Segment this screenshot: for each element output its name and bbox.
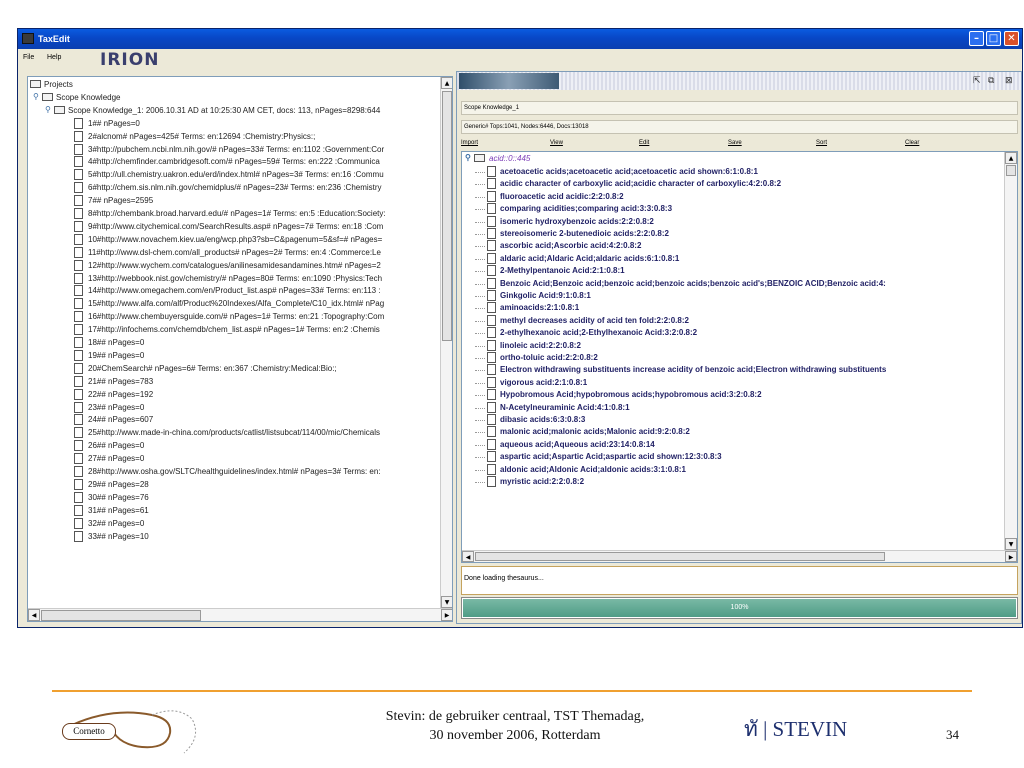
concept-item[interactable] bbox=[462, 265, 1004, 278]
document-icon bbox=[487, 439, 496, 450]
window-title: TaxEdit bbox=[38, 34, 70, 44]
concept-label: ortho-toluic acid:2:2:0.8:2 bbox=[500, 353, 598, 362]
concept-item[interactable] bbox=[462, 315, 1004, 328]
document-icon bbox=[487, 315, 496, 326]
tree-document-item[interactable] bbox=[28, 131, 440, 143]
document-icon bbox=[74, 453, 83, 464]
tree-item-label: 14#http://www.omegachem.com/en/Product_list.asp# nPages=33# Terms: en:113 : bbox=[88, 286, 381, 296]
tree-item-label: Scope Knowledge bbox=[56, 92, 121, 102]
document-icon bbox=[74, 208, 83, 219]
concept-label: myristic acid:2:2:0.8:2 bbox=[500, 477, 585, 486]
tree-document-item[interactable] bbox=[28, 169, 440, 181]
concept-item[interactable] bbox=[462, 216, 1004, 229]
concept-item[interactable] bbox=[462, 278, 1004, 291]
concept-label: linoleic acid:2:2:0.8:2 bbox=[500, 340, 581, 350]
document-icon bbox=[74, 389, 83, 400]
tree-item-label: 30## nPages=76 bbox=[88, 492, 149, 502]
document-icon bbox=[74, 195, 83, 206]
concept-label: Benzoic Acid;Benzoic acid;benzoic acid;benzoic acids;benzoic acid's;BENZOIC ACID;Benzoic acid:4: bbox=[500, 278, 886, 288]
stevin-logo: ทั | STEVIN bbox=[744, 717, 848, 741]
menu-bar bbox=[18, 49, 1022, 68]
tree-project-scope-knowledge-1[interactable] bbox=[28, 105, 440, 117]
document-icon bbox=[487, 178, 496, 189]
tree-item-label: 24## nPages=607 bbox=[88, 415, 154, 425]
scroll-thumb[interactable] bbox=[1006, 165, 1016, 176]
document-icon bbox=[74, 285, 83, 296]
concept-label: vigorous acid:2:1:0.8:1 bbox=[500, 377, 588, 387]
tree-document-item[interactable] bbox=[28, 363, 440, 375]
view-button[interactable]: View bbox=[550, 140, 563, 146]
tree-document-item[interactable] bbox=[28, 195, 440, 207]
footer-divider bbox=[52, 690, 972, 692]
tree-document-item[interactable] bbox=[28, 311, 440, 323]
document-icon bbox=[74, 531, 83, 542]
document-icon bbox=[74, 376, 83, 387]
document-icon bbox=[487, 166, 496, 177]
document-icon bbox=[74, 311, 83, 322]
concept-label: dibasic acids:6:3:0.8:3 bbox=[500, 415, 586, 424]
tree-document-item[interactable] bbox=[28, 247, 440, 259]
tree-document-item[interactable] bbox=[28, 285, 440, 297]
tree-horizontal-scrollbar[interactable] bbox=[28, 608, 453, 622]
document-icon bbox=[74, 350, 83, 361]
concept-item[interactable] bbox=[462, 451, 1004, 464]
scroll-left-icon[interactable]: ◀ bbox=[462, 551, 474, 562]
concept-label: Ginkgolic Acid:9:1:0.8:1 bbox=[500, 291, 591, 300]
tree-document-item[interactable] bbox=[28, 479, 440, 491]
tree-document-item[interactable] bbox=[28, 389, 440, 401]
concept-label: methyl decreases acidity of acid ten fold:2:2:0.8:2 bbox=[500, 315, 689, 325]
concept-vertical-scrollbar[interactable] bbox=[1004, 152, 1017, 550]
document-icon bbox=[487, 451, 496, 462]
document-icon bbox=[74, 324, 83, 335]
tree-item-label: 23## nPages=0 bbox=[88, 402, 145, 412]
cornetto-label: Cornetto bbox=[62, 723, 116, 740]
folder-icon bbox=[30, 80, 41, 88]
taxedit-window bbox=[17, 28, 1023, 628]
concept-item[interactable] bbox=[462, 228, 1004, 241]
edit-button[interactable]: Edit bbox=[639, 140, 650, 146]
document-icon bbox=[74, 131, 83, 142]
tree-item-label: 7## nPages=2595 bbox=[88, 196, 154, 206]
minimize-button[interactable]: – bbox=[969, 31, 984, 46]
document-icon bbox=[74, 466, 83, 477]
concept-item[interactable] bbox=[462, 191, 1004, 204]
document-icon bbox=[487, 265, 496, 276]
footer-text bbox=[330, 707, 700, 745]
document-icon bbox=[74, 492, 83, 503]
tree-document-item[interactable] bbox=[28, 337, 440, 349]
document-icon bbox=[74, 260, 83, 271]
document-icon bbox=[74, 169, 83, 180]
thesaurus-panel bbox=[456, 71, 1022, 624]
document-icon bbox=[487, 302, 496, 313]
document-icon bbox=[74, 440, 83, 451]
concept-label: ascorbic acid;Ascorbic acid:4:2:0.8:2 bbox=[500, 241, 642, 251]
tree-item-label: 4#http://chemfinder.cambridgesoft.com/# nPages=59# Terms: en:222 :Communica bbox=[88, 157, 380, 167]
document-icon bbox=[487, 352, 496, 363]
concept-item[interactable] bbox=[462, 203, 1004, 216]
document-icon bbox=[74, 118, 83, 129]
concept-label: acidic character of carboxylic acid;acidic character of carboxylic:4:2:0.8:2 bbox=[500, 179, 782, 189]
document-icon bbox=[487, 377, 496, 388]
folder-icon bbox=[42, 93, 53, 101]
concept-label: Hypobromous Acid;hypobromous acids;hypobromous acid:3:2:0.8:2 bbox=[500, 390, 762, 400]
status-message: Done loading thesaurus... bbox=[461, 566, 1018, 595]
scroll-thumb[interactable] bbox=[475, 552, 885, 561]
tree-document-item[interactable] bbox=[28, 324, 440, 336]
concept-item[interactable] bbox=[462, 253, 1004, 266]
concept-item[interactable] bbox=[462, 377, 1004, 390]
tree-item-label: 20#ChemSearch# nPages=6# Terms: en:367 :Chemistry:Medical:Bio:; bbox=[88, 363, 337, 373]
progress-bar bbox=[461, 597, 1018, 619]
tree-item-label: 28#http://www.osha.gov/SLTC/healthguidelines/index.html# nPages=3# Terms: en: bbox=[88, 467, 381, 476]
page-number: 34 bbox=[946, 727, 959, 742]
thesaurus-name: Scope Knowledge_1 bbox=[461, 101, 1018, 115]
concept-item[interactable] bbox=[462, 166, 1004, 179]
scroll-up-icon[interactable]: ▲ bbox=[441, 77, 453, 89]
tree-document-item[interactable] bbox=[28, 156, 440, 168]
concept-horizontal-scrollbar[interactable] bbox=[462, 550, 1017, 562]
concept-item[interactable] bbox=[462, 290, 1004, 303]
document-icon bbox=[74, 221, 83, 232]
concept-item[interactable] bbox=[462, 178, 1004, 191]
close-panel-icon[interactable]: ⊠ bbox=[1005, 76, 1013, 86]
concept-item[interactable] bbox=[462, 464, 1004, 477]
concept-label: aldaric acid;Aldaric Acid;aldaric acids:6:1:0.8:1 bbox=[500, 253, 680, 263]
title-bar[interactable] bbox=[18, 29, 1022, 49]
document-icon bbox=[487, 402, 496, 413]
concept-item[interactable] bbox=[462, 364, 1004, 377]
expand-toggle-icon[interactable]: ⚲ bbox=[45, 104, 51, 114]
concept-label: aminoacids:2:1:0.8:1 bbox=[500, 303, 580, 313]
progress-label: 100% bbox=[730, 604, 749, 611]
document-icon bbox=[487, 216, 496, 227]
scroll-left-icon[interactable]: ◀ bbox=[28, 609, 40, 621]
tree-document-item[interactable] bbox=[28, 144, 440, 156]
document-icon bbox=[74, 234, 83, 245]
project-tree-panel bbox=[27, 76, 453, 622]
concept-label: aldonic acid;Aldonic Acid;aldonic acids:3:1:0.8:1 bbox=[500, 464, 686, 474]
project-tree[interactable] bbox=[28, 77, 440, 607]
tree-item-label: 25#http://www.made-in-china.com/products/catlist/listsubcat/114/00/mic/Chemicals bbox=[88, 428, 380, 438]
footer-line-1: Stevin: de gebruiker centraal, TST Themadag, bbox=[385, 709, 645, 724]
scroll-down-icon[interactable]: ▼ bbox=[1005, 538, 1017, 550]
panel-header bbox=[457, 72, 1021, 90]
concept-label: 2-Methylpentanoic Acid:2:1:0.8:1 bbox=[500, 266, 625, 276]
document-icon bbox=[74, 414, 83, 425]
tree-document-item[interactable] bbox=[28, 273, 440, 285]
tree-item-label: 18## nPages=0 bbox=[88, 338, 145, 347]
tree-item-label: 33## nPages=10 bbox=[88, 531, 149, 541]
tree-item-label: 31## nPages=61 bbox=[88, 505, 149, 515]
concept-label: Electron withdrawing substituents increase acidity of benzoic acid;Electron withdrawing substituents bbox=[500, 365, 887, 375]
tree-document-item[interactable] bbox=[28, 350, 440, 362]
concept-item[interactable] bbox=[462, 389, 1004, 402]
scroll-right-icon[interactable]: ▶ bbox=[1005, 551, 1017, 562]
concept-label: malonic acid;malonic acids;Malonic acid:9:2:0.8:2 bbox=[500, 427, 690, 437]
folder-icon bbox=[54, 106, 65, 114]
folder-icon bbox=[474, 154, 485, 162]
tree-document-item[interactable] bbox=[28, 260, 440, 272]
document-icon bbox=[74, 402, 83, 413]
concept-item[interactable] bbox=[462, 327, 1004, 340]
tree-document-item[interactable] bbox=[28, 234, 440, 246]
close-button[interactable]: ✕ bbox=[1004, 31, 1019, 46]
concept-tree-panel bbox=[461, 151, 1018, 563]
tree-document-item[interactable] bbox=[28, 531, 440, 543]
concept-item[interactable] bbox=[462, 426, 1004, 439]
tree-document-item[interactable] bbox=[28, 466, 440, 478]
document-icon bbox=[487, 203, 496, 214]
tree-item-label: 22## nPages=192 bbox=[88, 389, 154, 399]
concept-item[interactable] bbox=[462, 414, 1004, 427]
tree-item-label: 11#http://www.dsl-chem.com/all_products# nPages=2# Terms: en:4 :Commerce:Le bbox=[88, 247, 381, 257]
concept-label: acetoacetic acids;acetoacetic acid;acetoacetic acid shown:6:1:0.8:1 bbox=[500, 167, 758, 176]
document-icon bbox=[74, 518, 83, 529]
tree-group-scope-knowledge[interactable] bbox=[28, 92, 440, 104]
maximize-button[interactable]: □ bbox=[986, 31, 1001, 46]
concept-item[interactable] bbox=[462, 352, 1004, 365]
tree-document-item[interactable] bbox=[28, 505, 440, 517]
tree-document-item[interactable] bbox=[28, 376, 440, 388]
document-icon bbox=[74, 363, 83, 374]
sort-button[interactable]: Sort bbox=[816, 140, 828, 146]
document-icon bbox=[74, 273, 83, 284]
scroll-down-icon[interactable]: ▼ bbox=[441, 596, 453, 608]
tree-item-label: 19## nPages=0 bbox=[88, 350, 145, 360]
tree-item-label: 2#alcnom# nPages=425# Terms: en:12694 :Chemistry:Physics:; bbox=[88, 131, 316, 141]
concept-label: aspartic acid;Aspartic Acid;aspartic acid shown:12:3:0.8:3 bbox=[500, 452, 722, 462]
clear-button[interactable]: Clear bbox=[905, 140, 920, 146]
tree-item-label: 29## nPages=28 bbox=[88, 479, 149, 489]
document-icon bbox=[487, 340, 496, 351]
thesaurus-stats: Generic# Tops:1041, Nodes:6446, Docs:13018 bbox=[461, 120, 1018, 134]
document-icon bbox=[487, 290, 496, 301]
tree-document-item[interactable] bbox=[28, 402, 440, 414]
tree-item-label: 26## nPages=0 bbox=[88, 441, 145, 451]
document-icon bbox=[487, 191, 496, 202]
scroll-up-icon[interactable]: ▲ bbox=[1005, 152, 1017, 164]
tree-item-label: 9#http://www.citychemical.com/SearchResults.asp# nPages=7# Terms: en:18 :Com bbox=[88, 221, 384, 231]
scroll-thumb[interactable] bbox=[41, 610, 201, 621]
document-icon bbox=[487, 240, 496, 251]
document-icon bbox=[74, 479, 83, 490]
tree-item-label: 1## nPages=0 bbox=[88, 118, 140, 128]
tree-item-label: 16#http://www.chembuyersguide.com/# nPages=1# Terms: en:21 :Topography:Com bbox=[88, 312, 385, 322]
logo-text: IRION bbox=[100, 50, 160, 70]
concept-root-label: acid::0::445 bbox=[489, 154, 531, 163]
tree-item-label: 5#http://ull.chemistry.uakron.edu/erd/index.html# nPages=3# Terms: en:16 :Commu bbox=[88, 170, 384, 180]
tree-document-item[interactable] bbox=[28, 492, 440, 504]
concept-item[interactable] bbox=[462, 476, 1004, 489]
document-icon bbox=[487, 327, 496, 338]
maximize-panel-icon[interactable]: ⧉ bbox=[988, 76, 995, 86]
menu-file[interactable]: File bbox=[23, 54, 35, 61]
app-icon bbox=[22, 33, 34, 44]
concept-item[interactable] bbox=[462, 402, 1004, 415]
concept-label: 2-ethylhexanoic acid;2-Ethylhexanoic Acid:3:2:0.8:2 bbox=[500, 328, 698, 338]
save-button[interactable]: Save bbox=[728, 140, 742, 146]
cornetto-logo bbox=[52, 697, 202, 759]
tree-item-label: 13#http://webbook.nist.gov/chemistry/# nPages=80# Terms: en:1090 :Physics:Tech bbox=[88, 273, 383, 283]
tree-item-label: 10#http://www.novachem.kiev.ua/eng/wcp.php3?sb=C&pagenum=5&sf=# nPages= bbox=[88, 234, 383, 244]
concept-label: stereoisomeric 2-butenedioic acids:2:2:0.8:2 bbox=[500, 229, 669, 238]
tree-document-item[interactable] bbox=[28, 182, 440, 194]
tree-vertical-scrollbar[interactable] bbox=[440, 77, 453, 608]
document-icon bbox=[487, 278, 496, 289]
concept-label: comparing acidities;comparing acid:3:3:0.8:3 bbox=[500, 204, 673, 214]
document-icon bbox=[74, 427, 83, 438]
tree-document-item[interactable] bbox=[28, 427, 440, 439]
tree-document-item[interactable] bbox=[28, 414, 440, 426]
tree-document-item[interactable] bbox=[28, 118, 440, 130]
tree-item-label: 12#http://www.wychem.com/catalogues/anilinesamidesandamines.htm# nPages=2 bbox=[88, 260, 381, 270]
document-icon bbox=[74, 156, 83, 167]
tree-document-item[interactable] bbox=[28, 208, 440, 220]
tree-item-label: 32## nPages=0 bbox=[88, 518, 145, 528]
document-icon bbox=[487, 476, 496, 487]
scroll-thumb[interactable] bbox=[442, 91, 452, 341]
float-icon[interactable]: ⇱ bbox=[973, 76, 981, 86]
header-image bbox=[459, 73, 559, 89]
document-icon bbox=[487, 414, 496, 425]
tree-root-projects[interactable] bbox=[28, 79, 440, 91]
document-icon bbox=[487, 228, 496, 239]
tree-document-item[interactable] bbox=[28, 440, 440, 452]
concept-label: isomeric hydroxybenzoic acids:2:2:0.8:2 bbox=[500, 216, 654, 226]
tree-item-label: 17#http://infochems.com/chemdb/chem_list.asp# nPages=1# Terms: en:2 :Chemis bbox=[88, 325, 380, 335]
tree-item-label: 21## nPages=783 bbox=[88, 376, 154, 386]
document-icon bbox=[74, 182, 83, 193]
concept-tree[interactable] bbox=[462, 152, 1004, 552]
tree-document-item[interactable] bbox=[28, 298, 440, 310]
tree-document-item[interactable] bbox=[28, 518, 440, 530]
tree-document-item[interactable] bbox=[28, 221, 440, 233]
concept-label: aqueous acid;Aqueous acid:23:14:0.8:14 bbox=[500, 439, 655, 449]
tree-document-item[interactable] bbox=[28, 453, 440, 465]
import-button[interactable]: Import bbox=[461, 140, 479, 146]
tree-item-label: 8#http://chembank.broad.harvard.edu/# nPages=1# Terms: en:5 :Education:Society: bbox=[88, 209, 386, 218]
concept-label: fluoroacetic acid acidic:2:2:0.8:2 bbox=[500, 191, 624, 201]
toolbar bbox=[461, 139, 1018, 150]
document-icon bbox=[74, 337, 83, 348]
document-icon bbox=[487, 464, 496, 475]
tree-item-label: 15#http://www.alfa.com/alf/Product%20Indexes/Alfa_Complete/C10_idx.html# nPag bbox=[88, 299, 385, 309]
document-icon bbox=[74, 505, 83, 516]
tree-item-label: Scope Knowledge_1: 2006.10.31 AD at 10:25:30 AM CET, docs: 113, nPages=8298:644 bbox=[68, 105, 381, 115]
document-icon bbox=[74, 247, 83, 258]
document-icon bbox=[74, 144, 83, 155]
footer-line-2: 30 november 2006, Rotterdam bbox=[429, 728, 601, 743]
document-icon bbox=[487, 364, 496, 375]
tree-item-label: Projects bbox=[44, 80, 73, 89]
concept-item[interactable] bbox=[462, 439, 1004, 452]
concept-label: N-Acetylneuraminic Acid:4:1:0.8:1 bbox=[500, 402, 630, 412]
document-icon bbox=[74, 298, 83, 309]
expand-toggle-icon[interactable]: ⚲ bbox=[33, 91, 39, 101]
irion-logo bbox=[100, 50, 160, 70]
document-icon bbox=[487, 253, 496, 264]
scroll-right-icon[interactable]: ▶ bbox=[441, 609, 453, 621]
document-icon bbox=[487, 389, 496, 400]
concept-item[interactable] bbox=[462, 240, 1004, 253]
tree-item-label: 27## nPages=0 bbox=[88, 454, 145, 464]
concept-item[interactable] bbox=[462, 302, 1004, 315]
expand-toggle-icon[interactable]: ⚲ bbox=[465, 153, 471, 162]
menu-help[interactable]: Help bbox=[47, 54, 62, 61]
tree-item-label: 3#http://pubchem.ncbi.nlm.nih.gov/# nPages=33# Terms: en:1102 :Government:Cor bbox=[88, 144, 385, 154]
document-icon bbox=[487, 426, 496, 437]
concept-item[interactable] bbox=[462, 340, 1004, 353]
tree-item-label: 6#http://chem.sis.nlm.nih.gov/chemidplus/# nPages=23# Terms: en:236 :Chemistry bbox=[88, 183, 382, 193]
concept-root[interactable] bbox=[462, 153, 1004, 166]
